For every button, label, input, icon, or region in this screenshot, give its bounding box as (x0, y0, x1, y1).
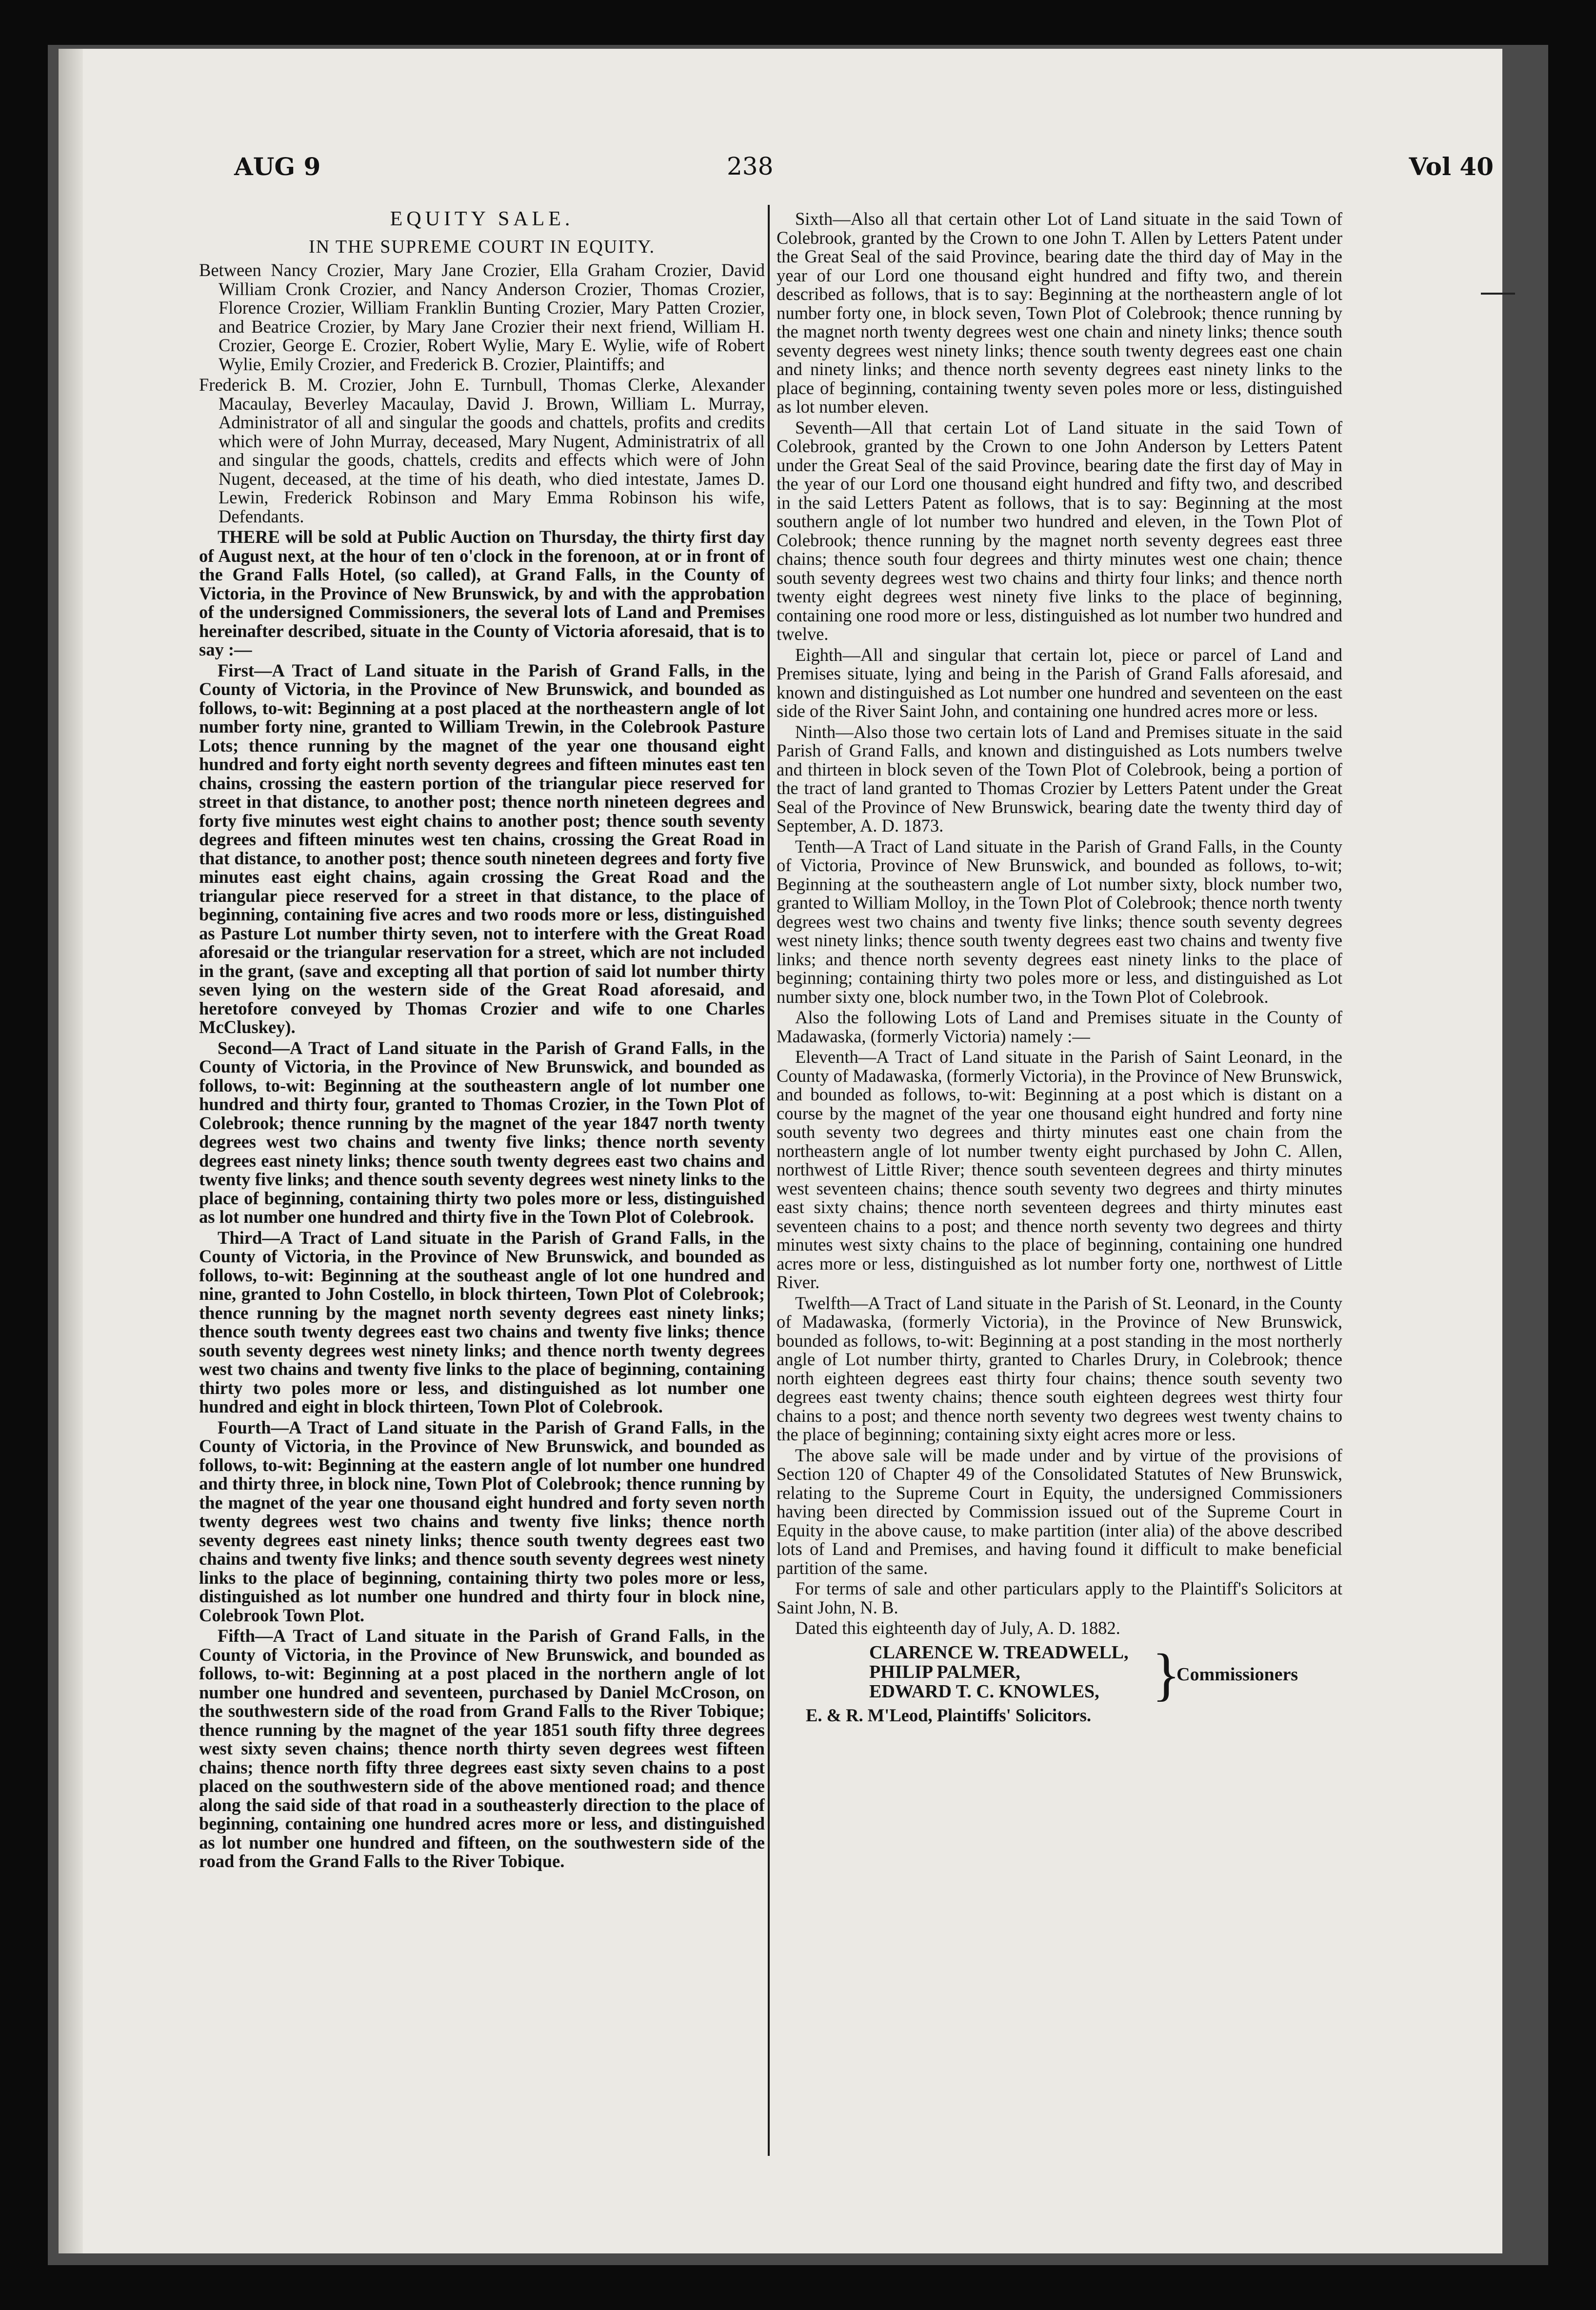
sale-intro: THERE will be sold at Public Auction on Thursday, the thirty first day of August next, at the hour of ten o'clock in the forenoon, at or in front of the Grand Falls Hotel, (so called), at Grand Falls, in the County of Victoria, in the Province of New Brunswick, by and with the approbation of the undersigned Commissioners, the several lots of Land and Premises hereinafter described, situate in the County of Victoria aforesaid, that is to say :— (199, 527, 765, 659)
madawaska-intro: Also the following Lots of Land and Premises situate in the County of Madawaska, (formerly Victoria) namely :— (777, 1007, 1342, 1046)
brace-glyph: } (1152, 1641, 1180, 1707)
lot-fifth: Fifth—A Tract of Land situate in the Parish of Grand Falls, in the County of Victoria, in the Province of New Brunswick, and bounded as follows, to-wit: Beginning at a post placed in the northern angle of lot number one hundred and seventeen, purchased by Daniel McCroson, on the southwestern side of the road from Grand Falls to the River Tobique; thence running by the magnet of the year 1851 south fifty three degrees west sixty seven chains; thence north thirty seven degrees west fifteen chains; thence north fifty three degrees east sixty seven chains to a post placed on the southwestern side of the above mentioned road; and thence along the said side of that road in a southeasterly direction to the place of beginning, containing one hundred acres more or less, and distinguished as lot number one hundred and fifteen, on the southwestern side of the road from the Grand Falls to the River Tobique. (199, 1626, 765, 1871)
lot-second: Second—A Tract of Land situate in the Parish of Grand Falls, in the County of Victoria, in the Province of New Brunswick, and bounded as follows, to-wit: Beginning at the southeastern angle of lot number one hundred and thirty four, granted to Thomas Crozier, in the Town Plot of Colebrook; thence running by the magnet of the year 1847 north twenty degrees west two chains and twenty five links; thence north seventy degrees east ninety links; thence south twenty degrees east two chains and twenty five links; and thence south seventy degrees west ninety links to the place of beginning, containing thirty two poles more or less, distinguished as lot number one hundred and thirty five in the Town Plot of Colebrook. (199, 1037, 765, 1227)
lot-seventh: Seventh—All that certain Lot of Land situate in the said Town of Colebrook, granted by the Crown to one John Anderson by Letters Patent under the Great Seal of the said Province, bearing date the first day of May in the year of our Lord one thousand eight hundred and fifty two, and described in the said Letters Patent as follows, that is to say: Beginning at the most southern angle of lot number two hundred and eleven, in the Town Plot of Colebrook; thence running by the magnet north seventy degrees east three chains; thence south four degrees and thirty minutes west one chain; thence south seventy degrees west two chains and thirty four links; and thence north twenty eight degrees west ninety five links to the place of beginning, containing one rood more or less, distinguished as lot number two hundred and twelve. (777, 417, 1342, 644)
page-gutter (59, 49, 83, 2253)
lot-eighth: Eighth—All and singular that certain lot, piece or parcel of Land and Premises situate, lying and being in the Parish of Grand Falls aforesaid, and known and distinguished as Lot number one hundred and seventeen on the east side of the River Saint John, and containing one hundred acres more or less. (777, 644, 1342, 721)
header-volume: Vol 40 (1409, 152, 1494, 181)
page-header (234, 152, 1494, 191)
left-column (199, 210, 765, 2156)
lot-tenth: Tenth—A Tract of Land situate in the Parish of Grand Falls, in the County of Victoria, Province of New Brunswick, and bounded as follows, to-wit; Beginning at the southeastern angle of Lot number sixty, block number two, granted to William Molloy, in the Town Plot of Colebrook; thence north twenty degrees west two chains and twenty five links; thence south seventy degrees west ninety links; thence south twenty degrees east two chains and twenty five links; and thence north seventy degrees east ninety links to the place of beginning; containing thirty two poles more or less, and distinguished as Lot number sixty one, block number two, in the Town Plot of Colebrook. (777, 836, 1342, 1007)
commissioners-label: Commissioners (1177, 1664, 1298, 1685)
lot-twelfth: Twelfth—A Tract of Land situate in the Parish of St. Leonard, in the County of Madawaska, (formerly Victoria), in the Province of New Brunswick, bounded as follows, to-wit: Beginning at a post standing in the most northerly angle of Lot number thirty, granted to Charles Drury, in Colebrook; thence north eighteen degrees east thirty four chains; thence south seventy two degrees east twenty chains; thence south eighteen degrees west thirty four chains to a post; and thence north seventy two degrees west twenty chains to the place of beginning; containing sixty eight acres more or less. (777, 1293, 1342, 1444)
lot-third: Third—A Tract of Land situate in the Parish of Grand Falls, in the County of Victoria, in the Province of New Brunswick, and bounded as follows, to-wit: Beginning at the southeast angle of lot one hundred and nine, granted to John Costello, in block thirteen, Town Plot of Colebrook; thence running by the magnet north seventy degrees east ninety links; thence south twenty degrees east two chains and twenty five links; thence south seventy degrees west ninety links; and thence north twenty degrees west two chains and twenty five links to the place of beginning, containing thirty two poles more or less, and distinguished as lot number one hundred and eight in block thirteen, Town Plot of Colebrook. (199, 1227, 765, 1416)
sale-authority: The above sale will be made under and by virtue of the provisions of Section 120 of Chapter 49 of the Consolidated Statutes of New Brunswick, relating to the Supreme Court in Equity, the undersigned Commissioners having been directed by Commission issued out of the Supreme Court in Equity in the above cause, to make partition (inter alia) of the above described lots of Land and Premises, and having found it difficult to make beneficial partition of the same. (777, 1445, 1342, 1578)
lot-fourth: Fourth—A Tract of Land situate in the Parish of Grand Falls, in the County of Victoria, in the Province of New Brunswick, and bounded as follows, to-wit: Beginning at the eastern angle of lot number one hundred and thirty three, in block nine, Town Plot of Colebrook; thence running by the magnet of the year one thousand eight hundred and forty seven north twenty degrees west two chains and twenty five links; thence north seventy degrees east ninety links; thence south twenty degrees east two chains and twenty five links; and thence south seventy degrees west ninety links to the place of beginning, containing thirty two poles more or less, distinguished as lot number one hundred and thirty four in block nine, Colebrook Town Plot. (199, 1417, 765, 1625)
lot-eleventh: Eleventh—A Tract of Land situate in the Parish of Saint Leonard, in the County of Madawaska, (formerly Victoria), in the Province of New Brunswick, and bounded as follows, to-wit: Beginning at a post which is distant on a course by the magnet of the year one thousand eight hundred and forty nine south seventy two degrees and thirty minutes east one chain from the northeastern angle of lot number twenty eight purchased by John C. Allen, northwest of Little River; thence south seventeen degrees and thirty minutes west seventeen chains; thence south seventy two degrees and thirty minutes east sixty chains; thence north seventeen degrees and thirty minutes east seventeen chains to a post; and thence north seventy two degrees and thirty minutes west sixty chains to the place of beginning, containing one hundred acres more or less, distinguished as lot number forty one, northwest of Little River. (777, 1047, 1342, 1292)
commissioner-names (869, 1643, 1128, 1701)
commissioner-name: CLARENCE W. TREADWELL, (869, 1642, 1129, 1663)
header-date: AUG 9 (234, 152, 321, 181)
solicitors-line: E. & R. M'Leod, Plaintiffs' Solicitors. (806, 1705, 1091, 1725)
right-column (777, 210, 1342, 2156)
parties-plaintiffs: Between Nancy Crozier, Mary Jane Crozier, Ella Graham Crozier, David William Cronk Crozier, and Nancy Anderson Crozier, Thomas Crozier, Florence Crozier, William Franklin Bunting Crozier, Mary Patten Crozier, and Beatrice Crozier, by Mary Jane Crozier their next friend, William H. Crozier, George E. Crozier, Robert Wylie, Mary E. Wylie, wife of Robert Wylie, Emily Crozier, and Frederick B. Crozier, Plaintiffs; and (199, 260, 765, 374)
notice-title: EQUITY SALE. (390, 210, 574, 230)
lot-first: First—A Tract of Land situate in the Parish of Grand Falls, in the County of Victoria, in the Province of New Brunswick, and bounded as follows, to-wit: Beginning at a post placed at the northeastern angle of lot number forty nine, granted to William Trewin, in the Colebrook Pasture Lots; thence running by the magnet of the year one thousand eight hundred and forty eight north seventy degrees and fifteen minutes east ten chains, crossing the eastern portion of the triangular piece reserved for street in that distance, to another post; thence north nineteen degrees and forty five minutes west eight chains to another post; thence south seventy degrees and fifteen minutes west ten chains, crossing the Great Road in that distance, to another post; thence south nineteen degrees and forty five minutes east eight chains, again crossing the Great Road and the triangular piece reserved for a street in that distance, to the place of beginning, containing five acres and two roods more or less, distinguished as Pasture Lot number thirty seven, not to interfere with the Great Road aforesaid or the triangular reservation for a street, which are not included in the grant, (save and excepting all that portion of said lot number thirty seven lying on the western side of the Great Road aforesaid, and heretofore conveyed by Thomas Crozier and wife to one Charles McCluskey). (199, 660, 765, 1037)
commissioners-signature (777, 1643, 1342, 1706)
court-heading: IN THE SUPREME COURT IN EQUITY. (309, 236, 655, 257)
header-page-number: 238 (727, 152, 774, 180)
dated-line: Dated this eighteenth day of July, A. D. 1882. (795, 1618, 1120, 1638)
lot-ninth: Ninth—Also those two certain lots of Land and Premises situate in the said Parish of Grand Falls, and known and distinguished as Lots numbers twelve and thirteen in block seven of the Town Plot of Colebrook, being a portion of the tract of land granted to Thomas Crozier by Letters Patent under the Great Seal of the Province of New Brunswick, bearing date the twenty third day of September, A. D. 1873. (777, 721, 1342, 836)
margin-mark (1481, 293, 1515, 295)
commissioner-name: PHILIP PALMER, (869, 1661, 1020, 1682)
column-divider (768, 205, 770, 2156)
sale-terms: For terms of sale and other particulars apply to the Plaintiff's Solicitors at Saint John, N. B. (777, 1578, 1342, 1617)
lot-sixth: Sixth—Also all that certain other Lot of Land situate in the said Town of Colebrook, granted by the Crown to one John T. Allen by Letters Patent under the Great Seal of the said Province, bearing date the third day of May in the year of our Lord one thousand eight hundred and fifty two, and therein described as follows, that is to say: Beginning at the northeastern angle of lot number forty one, in block seven, Town Plot of Colebrook; thence running by the magnet north twenty degrees west one chain and ninety links; thence south seventy degrees west ninety links; thence south twenty degrees east one chain and ninety links; and thence north seventy degrees east ninety links to the place of beginning, containing twenty seven poles more or less, distinguished as lot number eleven. (777, 210, 1342, 417)
parties-defendants: Frederick B. M. Crozier, John E. Turnbull, Thomas Clerke, Alexander Macaulay, Beverley Macaulay, David J. Brown, William L. Murray, Administrator of all and singular the goods and chattels, profits and credits which were of John Murray, deceased, Mary Nugent, Administratrix of all and singular the goods, chattels, credits and effects which were of John Nugent, deceased, at the time of his death, who died intestate, James D. Lewin, Frederick Robinson and Mary Emma Robinson his wife, Defendants. (199, 375, 765, 526)
commissioner-name: EDWARD T. C. KNOWLES, (869, 1681, 1099, 1702)
